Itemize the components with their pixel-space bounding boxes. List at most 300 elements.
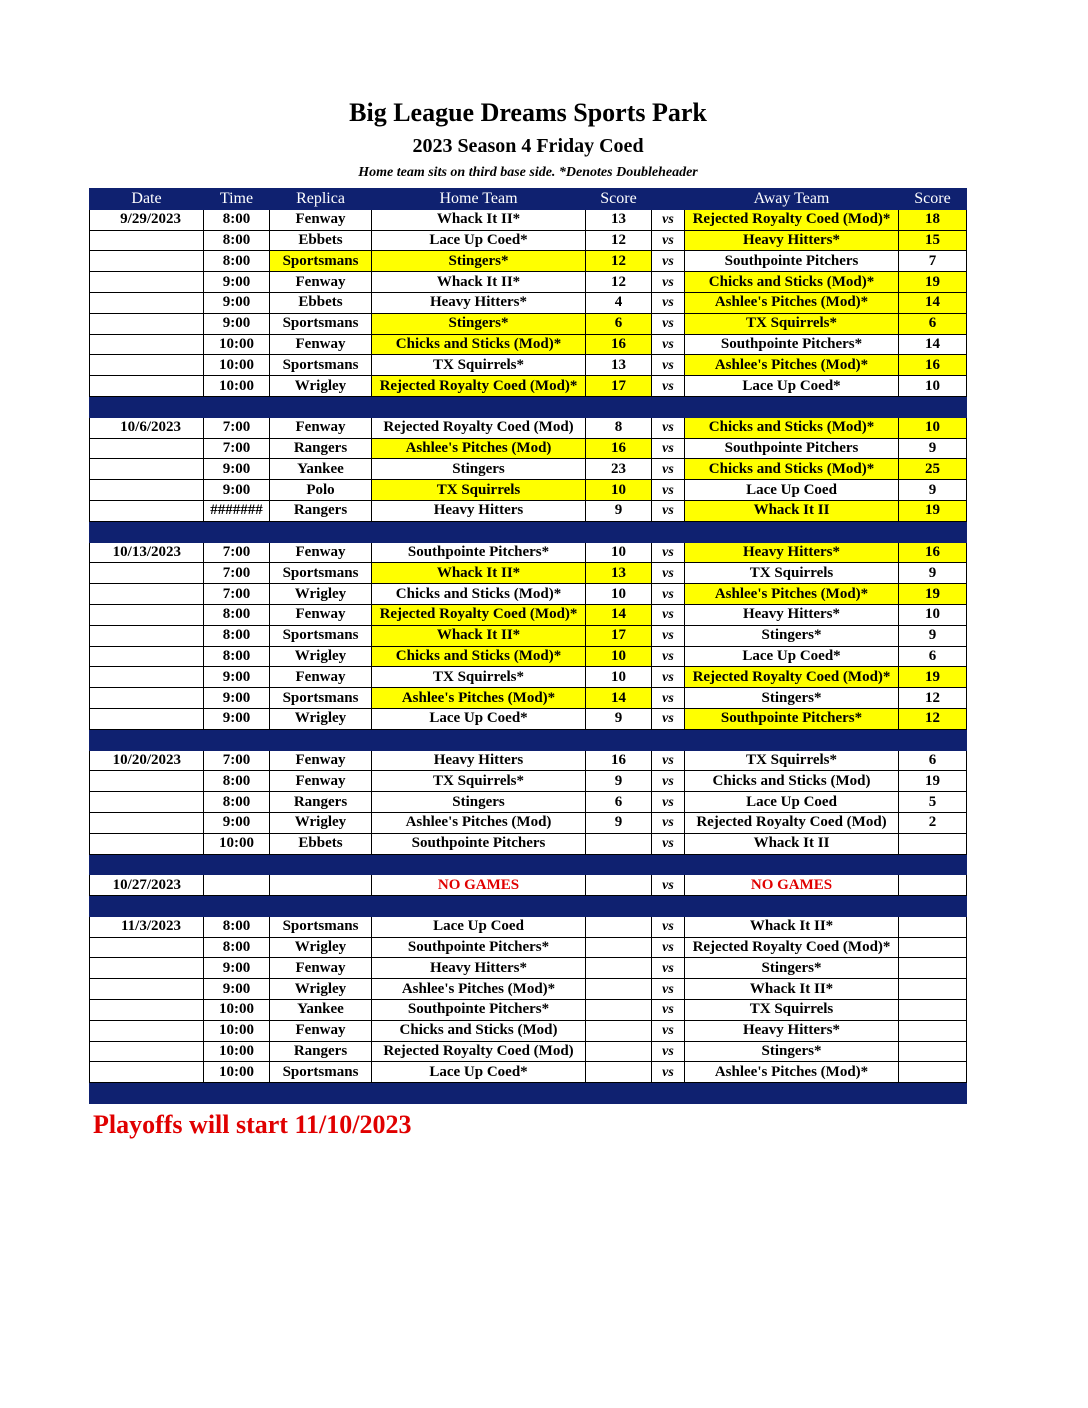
- vs-label: vs: [652, 1062, 685, 1083]
- away-team: TX Squirrels: [685, 1000, 899, 1021]
- game-time: 9:00: [204, 667, 270, 688]
- away-score: 18: [899, 209, 967, 230]
- away-team: TX Squirrels*: [685, 750, 899, 771]
- away-team: Chicks and Sticks (Mod)*: [685, 459, 899, 480]
- game-replica: Fenway: [270, 750, 372, 771]
- separator-cell: [90, 396, 204, 417]
- separator-cell: [90, 854, 204, 875]
- away-team: Rejected Royalty Coed (Mod): [685, 812, 899, 833]
- separator-cell: [586, 396, 652, 417]
- vs-label: vs: [652, 708, 685, 729]
- away-score: 16: [899, 355, 967, 376]
- away-team: Lace Up Coed*: [685, 646, 899, 667]
- vs-label: vs: [652, 1020, 685, 1041]
- away-team: Rejected Royalty Coed (Mod)*: [685, 667, 899, 688]
- game-replica: Fenway: [270, 958, 372, 979]
- separator-cell: [204, 729, 270, 750]
- game-replica: Wrigley: [270, 376, 372, 397]
- away-team: Stingers*: [685, 688, 899, 709]
- game-time: 8:00: [204, 646, 270, 667]
- home-team: Whack It II*: [372, 272, 586, 293]
- game-date: [90, 979, 204, 1000]
- home-score: 6: [586, 792, 652, 813]
- away-team: TX Squirrels*: [685, 313, 899, 334]
- separator-cell: [685, 396, 899, 417]
- game-date: [90, 937, 204, 958]
- separator-cell: [899, 521, 967, 542]
- home-score: 9: [586, 812, 652, 833]
- home-score: 13: [586, 355, 652, 376]
- home-score: 10: [586, 667, 652, 688]
- game-replica: Wrigley: [270, 584, 372, 605]
- separator-cell: [685, 729, 899, 750]
- separator-cell: [204, 521, 270, 542]
- home-team: Stingers*: [372, 313, 586, 334]
- game-replica: Rangers: [270, 1041, 372, 1062]
- away-score: 14: [899, 292, 967, 313]
- home-team: Lace Up Coed*: [372, 708, 586, 729]
- home-score: [586, 937, 652, 958]
- separator-cell: [270, 521, 372, 542]
- separator-cell: [372, 854, 586, 875]
- separator-cell: [270, 396, 372, 417]
- separator-cell: [685, 1083, 899, 1104]
- game-time: 10:00: [204, 1062, 270, 1083]
- vs-label: vs: [652, 272, 685, 293]
- home-team: Stingers: [372, 459, 586, 480]
- away-score: 19: [899, 272, 967, 293]
- away-score: 9: [899, 480, 967, 501]
- away-team: Lace Up Coed: [685, 480, 899, 501]
- document-subtitle: 2023 Season 4 Friday Coed: [412, 135, 644, 157]
- vs-label: vs: [652, 958, 685, 979]
- separator-cell: [899, 896, 967, 917]
- vs-label: vs: [652, 292, 685, 313]
- game-replica: Sportsmans: [270, 251, 372, 272]
- table-row: [90, 708, 967, 729]
- away-team: NO GAMES: [685, 875, 899, 896]
- away-score: [899, 1020, 967, 1041]
- separator-cell: [270, 1083, 372, 1104]
- away-score: [899, 958, 967, 979]
- away-team: Southpointe Pitchers: [685, 251, 899, 272]
- game-replica: Sportsmans: [270, 688, 372, 709]
- table-row: [90, 355, 967, 376]
- away-team: Heavy Hitters*: [685, 230, 899, 251]
- game-replica: Wrigley: [270, 646, 372, 667]
- game-time: 8:00: [204, 251, 270, 272]
- away-team: Chicks and Sticks (Mod)*: [685, 272, 899, 293]
- col-vs-header: [652, 189, 685, 210]
- away-score: 9: [899, 563, 967, 584]
- table-row: [90, 812, 967, 833]
- away-team: Chicks and Sticks (Mod): [685, 771, 899, 792]
- home-score: [586, 833, 652, 854]
- home-score: 13: [586, 563, 652, 584]
- home-team: Heavy Hitters: [372, 750, 586, 771]
- vs-label: vs: [652, 376, 685, 397]
- game-date: [90, 646, 204, 667]
- game-replica: Sportsmans: [270, 625, 372, 646]
- game-date: [90, 604, 204, 625]
- game-time: 9:00: [204, 313, 270, 334]
- home-team: Stingers: [372, 792, 586, 813]
- away-score: [899, 1041, 967, 1062]
- away-team: Stingers*: [685, 625, 899, 646]
- separator-cell: [372, 396, 586, 417]
- home-score: 17: [586, 625, 652, 646]
- home-team: Lace Up Coed: [372, 916, 586, 937]
- vs-label: vs: [652, 563, 685, 584]
- schedule-body: [90, 209, 967, 1103]
- vs-label: vs: [652, 355, 685, 376]
- col-date-header: Date: [90, 189, 204, 210]
- table-row: [90, 1041, 967, 1062]
- table-row: [90, 625, 967, 646]
- game-date: [90, 376, 204, 397]
- table-row: [90, 376, 967, 397]
- table-row: [90, 230, 967, 251]
- game-time: 9:00: [204, 708, 270, 729]
- separator-cell: [899, 1083, 967, 1104]
- away-team: Heavy Hitters*: [685, 542, 899, 563]
- vs-label: vs: [652, 875, 685, 896]
- home-score: [586, 875, 652, 896]
- away-score: 19: [899, 584, 967, 605]
- vs-label: vs: [652, 417, 685, 438]
- game-date: [90, 708, 204, 729]
- separator-cell: [685, 854, 899, 875]
- home-score: 9: [586, 708, 652, 729]
- table-row: [90, 438, 967, 459]
- home-team: Chicks and Sticks (Mod)*: [372, 646, 586, 667]
- vs-label: vs: [652, 750, 685, 771]
- home-team: Whack It II*: [372, 209, 586, 230]
- away-score: 19: [899, 667, 967, 688]
- home-score: 12: [586, 272, 652, 293]
- home-score: [586, 1041, 652, 1062]
- game-date: [90, 500, 204, 521]
- table-row: [90, 1062, 967, 1083]
- home-team: Southpointe Pitchers*: [372, 937, 586, 958]
- game-time: 10:00: [204, 355, 270, 376]
- vs-label: vs: [652, 459, 685, 480]
- game-date: [90, 272, 204, 293]
- away-score: 19: [899, 771, 967, 792]
- separator-cell: [204, 896, 270, 917]
- home-team: Stingers*: [372, 251, 586, 272]
- col-away-team-header: Away Team: [685, 189, 899, 210]
- game-replica: Wrigley: [270, 812, 372, 833]
- game-time: 7:00: [204, 750, 270, 771]
- vs-label: vs: [652, 604, 685, 625]
- away-team: Ashlee's Pitches (Mod)*: [685, 292, 899, 313]
- table-row: [90, 771, 967, 792]
- away-score: 16: [899, 542, 967, 563]
- home-score: 12: [586, 251, 652, 272]
- separator-cell: [372, 729, 586, 750]
- home-team: Chicks and Sticks (Mod)*: [372, 334, 586, 355]
- game-time: 8:00: [204, 230, 270, 251]
- game-replica: Wrigley: [270, 979, 372, 1000]
- away-team: Whack It II: [685, 500, 899, 521]
- away-team: Whack It II*: [685, 916, 899, 937]
- col-home-score-header: Score: [586, 189, 652, 210]
- table-row: [90, 750, 967, 771]
- game-date: [90, 251, 204, 272]
- home-team: Ashlee's Pitches (Mod): [372, 812, 586, 833]
- away-score: 14: [899, 334, 967, 355]
- week-separator: [90, 1083, 967, 1104]
- game-date: 10/20/2023: [90, 750, 204, 771]
- game-time: 10:00: [204, 1041, 270, 1062]
- table-row: [90, 833, 967, 854]
- table-row: [90, 979, 967, 1000]
- table-row: [90, 688, 967, 709]
- separator-cell: [204, 1083, 270, 1104]
- game-time: 9:00: [204, 480, 270, 501]
- separator-cell: [204, 396, 270, 417]
- vs-label: vs: [652, 688, 685, 709]
- separator-cell: [270, 729, 372, 750]
- away-team: TX Squirrels: [685, 563, 899, 584]
- game-time: 8:00: [204, 916, 270, 937]
- home-score: 16: [586, 334, 652, 355]
- home-team: Ashlee's Pitches (Mod): [372, 438, 586, 459]
- game-date: [90, 792, 204, 813]
- game-date: [90, 230, 204, 251]
- separator-cell: [586, 1083, 652, 1104]
- game-time: 8:00: [204, 604, 270, 625]
- game-date: [90, 313, 204, 334]
- document-note: Home team sits on third base side. *Denotes Doubleheader: [358, 165, 698, 180]
- separator-cell: [899, 729, 967, 750]
- table-row: [90, 209, 967, 230]
- game-time: 9:00: [204, 688, 270, 709]
- home-score: 6: [586, 313, 652, 334]
- separator-cell: [685, 896, 899, 917]
- vs-label: vs: [652, 937, 685, 958]
- home-team: Chicks and Sticks (Mod)*: [372, 584, 586, 605]
- game-date: [90, 667, 204, 688]
- game-time: 7:00: [204, 417, 270, 438]
- away-score: 10: [899, 604, 967, 625]
- table-row: [90, 500, 967, 521]
- away-score: 7: [899, 251, 967, 272]
- home-score: 9: [586, 771, 652, 792]
- schedule-table: [89, 188, 967, 1104]
- home-team: Ashlee's Pitches (Mod)*: [372, 688, 586, 709]
- col-away-score-header: Score: [899, 189, 967, 210]
- game-time: 9:00: [204, 812, 270, 833]
- game-date: 10/6/2023: [90, 417, 204, 438]
- away-team: Ashlee's Pitches (Mod)*: [685, 584, 899, 605]
- vs-label: vs: [652, 542, 685, 563]
- away-score: 9: [899, 438, 967, 459]
- col-replica-header: Replica: [270, 189, 372, 210]
- separator-cell: [652, 521, 685, 542]
- home-score: 12: [586, 230, 652, 251]
- game-replica: Ebbets: [270, 230, 372, 251]
- away-score: [899, 1062, 967, 1083]
- separator-cell: [90, 521, 204, 542]
- game-date: [90, 625, 204, 646]
- home-team: Chicks and Sticks (Mod): [372, 1020, 586, 1041]
- separator-cell: [586, 729, 652, 750]
- home-team: Heavy Hitters*: [372, 958, 586, 979]
- home-score: 10: [586, 542, 652, 563]
- vs-label: vs: [652, 584, 685, 605]
- table-row: [90, 313, 967, 334]
- game-replica: Polo: [270, 480, 372, 501]
- table-row: [90, 916, 967, 937]
- home-team: NO GAMES: [372, 875, 586, 896]
- game-replica: Fenway: [270, 417, 372, 438]
- away-score: 10: [899, 376, 967, 397]
- game-date: [90, 1041, 204, 1062]
- table-row: [90, 875, 967, 896]
- game-time: 8:00: [204, 625, 270, 646]
- vs-label: vs: [652, 480, 685, 501]
- separator-cell: [586, 521, 652, 542]
- vs-label: vs: [652, 792, 685, 813]
- table-row: [90, 459, 967, 480]
- home-team: Heavy Hitters*: [372, 292, 586, 313]
- game-date: [90, 1020, 204, 1041]
- separator-cell: [372, 896, 586, 917]
- separator-cell: [204, 854, 270, 875]
- vs-label: vs: [652, 500, 685, 521]
- table-row: [90, 1000, 967, 1021]
- game-time: 7:00: [204, 563, 270, 584]
- game-date: [90, 958, 204, 979]
- game-time: #######: [204, 500, 270, 521]
- game-date: [90, 563, 204, 584]
- week-separator: [90, 521, 967, 542]
- home-score: 23: [586, 459, 652, 480]
- separator-cell: [372, 1083, 586, 1104]
- away-team: Chicks and Sticks (Mod)*: [685, 417, 899, 438]
- game-time: 9:00: [204, 292, 270, 313]
- home-team: Heavy Hitters: [372, 500, 586, 521]
- game-time: 10:00: [204, 1020, 270, 1041]
- home-score: 4: [586, 292, 652, 313]
- away-team: Lace Up Coed: [685, 792, 899, 813]
- separator-cell: [685, 521, 899, 542]
- away-score: [899, 916, 967, 937]
- home-score: 10: [586, 480, 652, 501]
- document-title: Big League Dreams Sports Park: [349, 98, 707, 127]
- game-time: 9:00: [204, 459, 270, 480]
- home-team: Southpointe Pitchers: [372, 833, 586, 854]
- separator-cell: [652, 1083, 685, 1104]
- separator-cell: [652, 854, 685, 875]
- table-row: [90, 292, 967, 313]
- game-date: [90, 1000, 204, 1021]
- game-replica: Fenway: [270, 542, 372, 563]
- separator-cell: [899, 396, 967, 417]
- week-separator: [90, 396, 967, 417]
- vs-label: vs: [652, 438, 685, 459]
- away-team: Ashlee's Pitches (Mod)*: [685, 1062, 899, 1083]
- away-score: 25: [899, 459, 967, 480]
- home-team: TX Squirrels*: [372, 667, 586, 688]
- vs-label: vs: [652, 812, 685, 833]
- game-replica: Yankee: [270, 459, 372, 480]
- away-team: Southpointe Pitchers: [685, 438, 899, 459]
- game-date: 10/13/2023: [90, 542, 204, 563]
- game-replica: Ebbets: [270, 833, 372, 854]
- game-replica: Fenway: [270, 272, 372, 293]
- home-score: 14: [586, 688, 652, 709]
- away-score: [899, 875, 967, 896]
- away-score: 19: [899, 500, 967, 521]
- game-replica: Sportsmans: [270, 1062, 372, 1083]
- vs-label: vs: [652, 916, 685, 937]
- game-replica: Sportsmans: [270, 916, 372, 937]
- game-date: [90, 1062, 204, 1083]
- separator-cell: [586, 896, 652, 917]
- home-score: 13: [586, 209, 652, 230]
- separator-cell: [90, 896, 204, 917]
- home-team: Rejected Royalty Coed (Mod)*: [372, 376, 586, 397]
- game-replica: Fenway: [270, 604, 372, 625]
- home-team: Whack It II*: [372, 563, 586, 584]
- game-replica: [270, 875, 372, 896]
- separator-cell: [899, 854, 967, 875]
- game-time: 8:00: [204, 792, 270, 813]
- table-row: [90, 417, 967, 438]
- col-time-header: Time: [204, 189, 270, 210]
- game-time: 7:00: [204, 584, 270, 605]
- home-team: Southpointe Pitchers*: [372, 1000, 586, 1021]
- home-team: TX Squirrels: [372, 480, 586, 501]
- game-date: 11/3/2023: [90, 916, 204, 937]
- game-time: 10:00: [204, 334, 270, 355]
- vs-label: vs: [652, 1000, 685, 1021]
- away-team: Stingers*: [685, 958, 899, 979]
- vs-label: vs: [652, 1041, 685, 1062]
- week-separator: [90, 854, 967, 875]
- week-separator: [90, 896, 967, 917]
- game-replica: Fenway: [270, 1020, 372, 1041]
- week-separator: [90, 729, 967, 750]
- game-replica: Wrigley: [270, 937, 372, 958]
- vs-label: vs: [652, 771, 685, 792]
- away-team: Heavy Hitters*: [685, 1020, 899, 1041]
- away-score: [899, 833, 967, 854]
- home-score: 14: [586, 604, 652, 625]
- away-score: 10: [899, 417, 967, 438]
- table-row: [90, 792, 967, 813]
- game-date: 9/29/2023: [90, 209, 204, 230]
- game-time: 10:00: [204, 1000, 270, 1021]
- table-row: [90, 563, 967, 584]
- home-team: TX Squirrels*: [372, 355, 586, 376]
- away-score: [899, 1000, 967, 1021]
- separator-cell: [586, 854, 652, 875]
- separator-cell: [652, 729, 685, 750]
- vs-label: vs: [652, 833, 685, 854]
- vs-label: vs: [652, 251, 685, 272]
- game-time: 8:00: [204, 771, 270, 792]
- away-team: Whack It II*: [685, 979, 899, 1000]
- home-score: 9: [586, 500, 652, 521]
- away-score: 6: [899, 646, 967, 667]
- game-date: 10/27/2023: [90, 875, 204, 896]
- vs-label: vs: [652, 667, 685, 688]
- vs-label: vs: [652, 625, 685, 646]
